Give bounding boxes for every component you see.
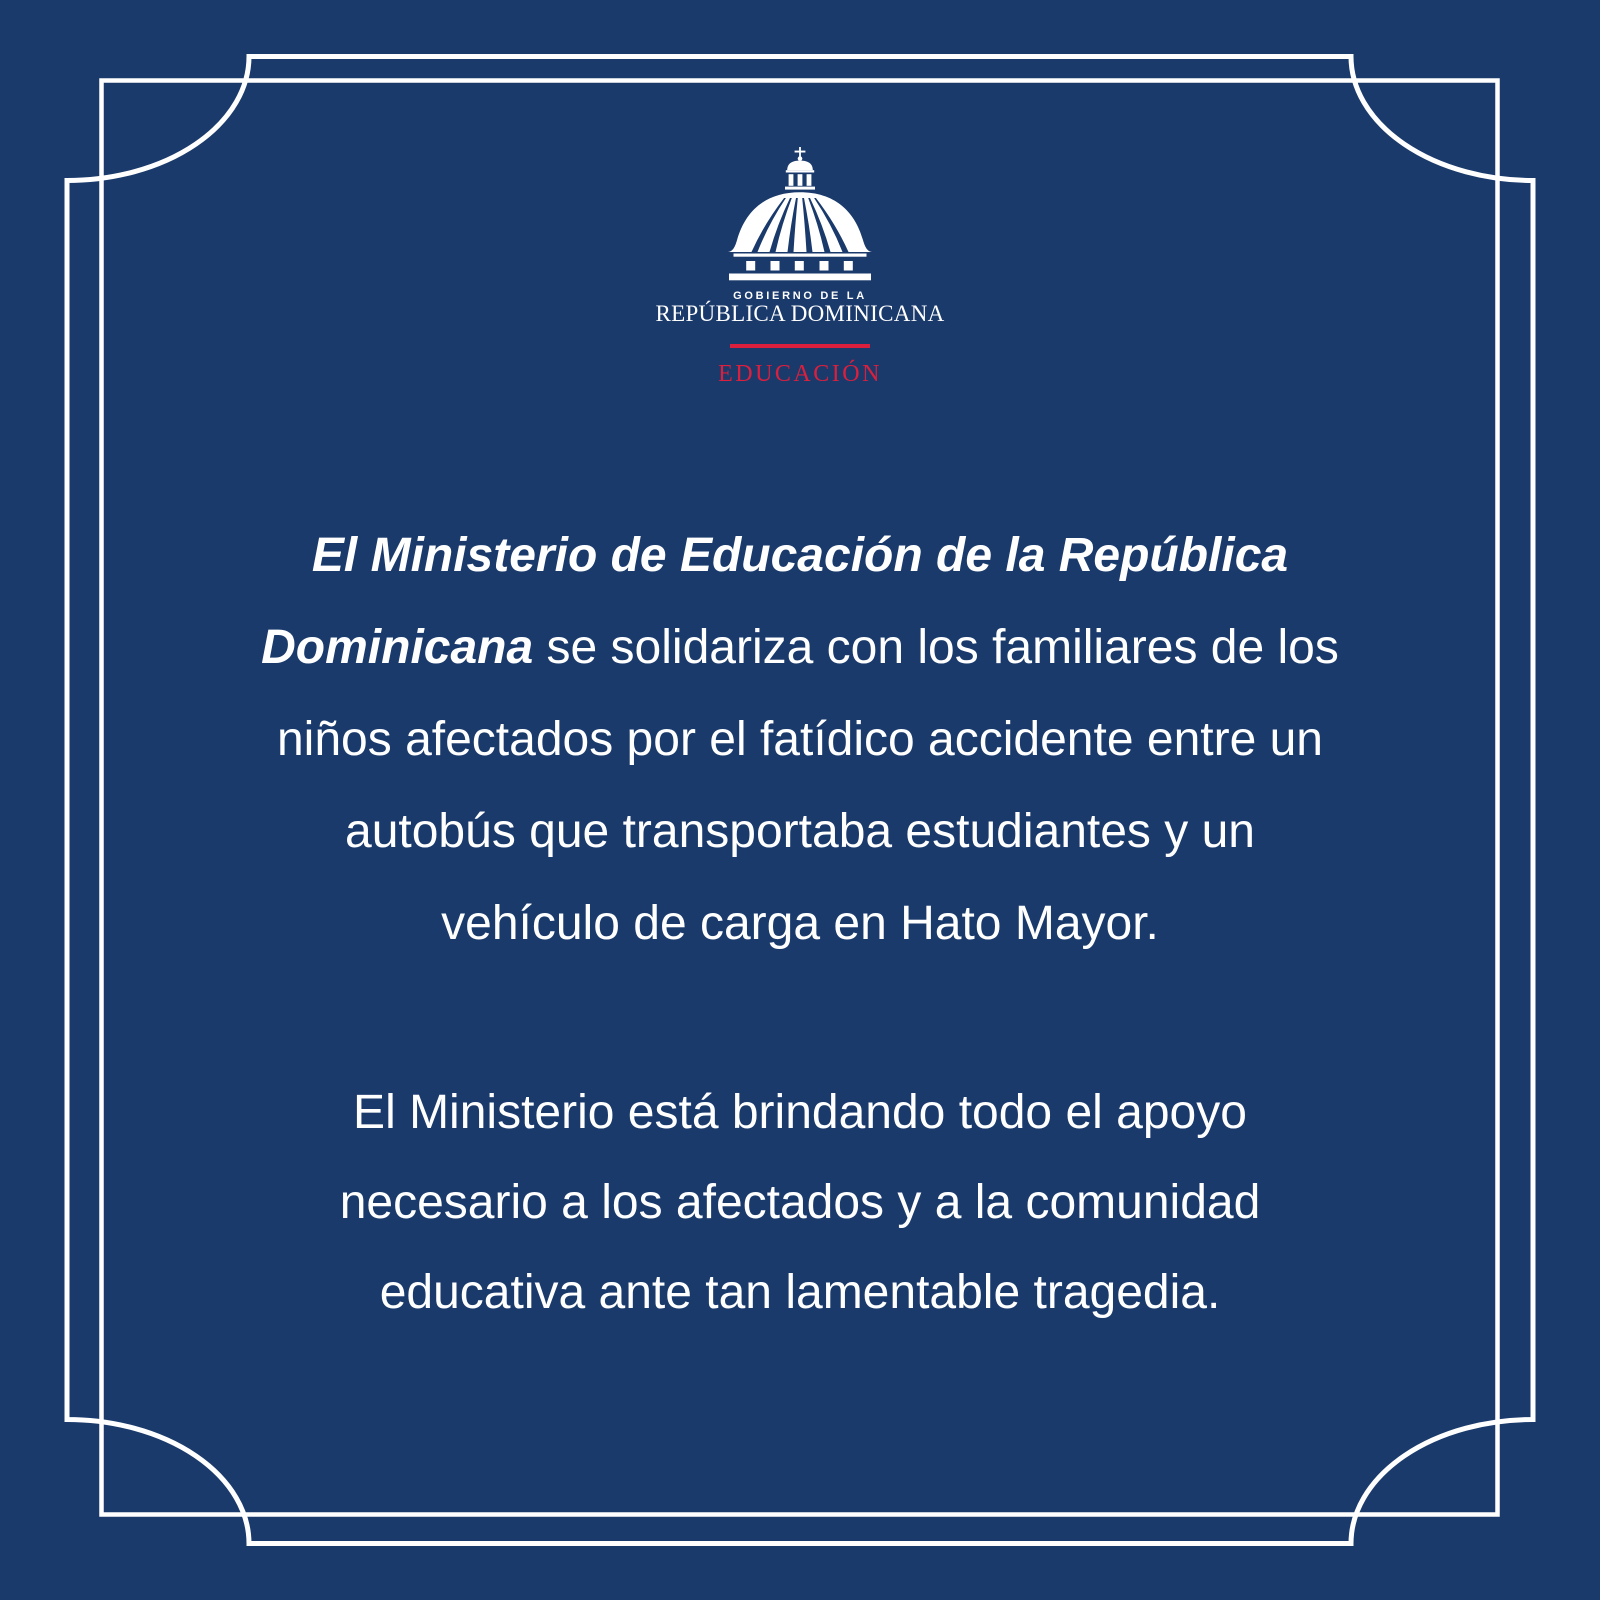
paragraph1-line1	[100, 510, 1500, 602]
condolence-paragraph	[100, 510, 1500, 970]
paragraph2-line1: El Ministerio está brindando todo el apoyo	[353, 1086, 1247, 1139]
paragraph1-line4: autobús que transportaba estudiantes y un	[345, 805, 1255, 858]
support-paragraph	[100, 1068, 1500, 1338]
logo-government-small-text: GOBIERNO DE LA	[733, 290, 867, 302]
national-palace-dome-icon	[700, 140, 900, 290]
paragraph2-line3: educativa ante tan lamentable tragedia.	[379, 1266, 1221, 1319]
paragraph2-line2: necesario a los afectados y a la comunidad	[339, 1176, 1261, 1229]
paragraph1-line2	[100, 602, 1500, 694]
emphasis-text: El Ministerio de Educación de la República	[311, 529, 1289, 582]
logo-red-divider	[730, 344, 870, 348]
paragraph1-line3: niños afectados por el fatídico accidente entre un	[276, 713, 1323, 766]
government-logo	[600, 140, 1000, 410]
paragraph1-line5: vehículo de carga en Hato Mayor.	[441, 897, 1159, 950]
regular-text: se solidariza con los familiares de los	[533, 621, 1339, 674]
logo-government-large-text: REPÚBLICA DOMINICANA	[655, 301, 945, 326]
emphasis-text: Dominicana	[261, 621, 534, 674]
logo-ministry-name: EDUCACIÓN	[718, 361, 882, 387]
